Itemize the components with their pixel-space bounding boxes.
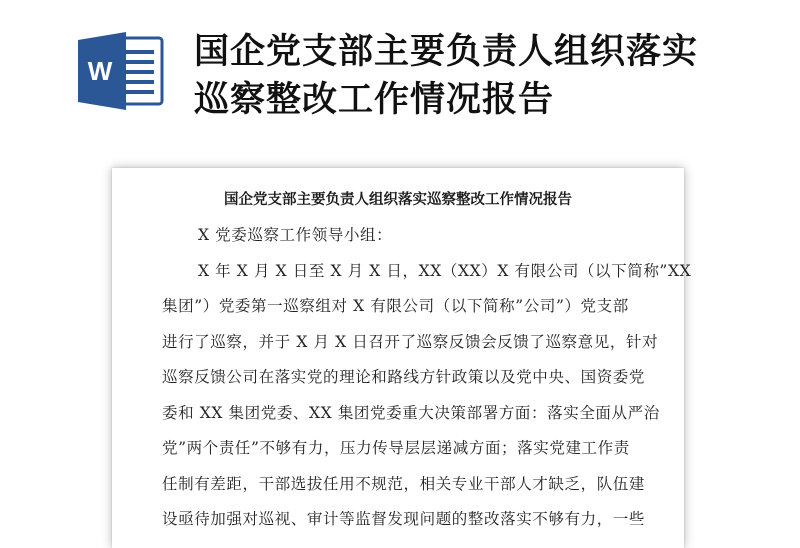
page-title	[194, 28, 784, 124]
document-line: X 年 X 月 X 日至 X 月 X 日，XX（XX）X 有限公司（以下简称”XX	[198, 261, 692, 280]
document-line: 任制有差距，干部选拔任用不规范，相关专业干部人才缺乏，队伍建	[162, 474, 646, 493]
word-icon-letter: W	[87, 56, 113, 86]
document-line: 党”两个责任”不够有力，压力传导层层递减方面；落实党建工作责	[162, 439, 630, 457]
page-title-line-2: 巡察整改工作情况报告	[194, 80, 555, 120]
document-line: 进行了巡察，并于 X 月 X 日召开了巡察反馈会反馈了巡察意见，针对	[162, 332, 659, 351]
document-line: 集团”）党委第一巡察组对 X 有限公司（以下简称”公司”）党支部	[162, 297, 629, 315]
document-line: X 党委巡察工作领导小组：	[198, 226, 393, 244]
document-line: 委和 XX 集团党委、XX 集团党委重大决策部署方面：落实全面从严治	[162, 403, 660, 422]
document-page	[112, 168, 692, 548]
page-title-line-1: 国企党支部主要负责人组织落实	[194, 32, 699, 72]
document-title: 国企党支部主要负责人组织落实巡察整改工作情况报告	[224, 191, 572, 208]
word-icon	[76, 30, 164, 112]
document-body	[162, 218, 692, 538]
document-line: 设亟待加强对巡视、审计等监督发现问题的整改落实不够有力，一些	[162, 510, 646, 528]
header	[0, 0, 800, 150]
document-line: 巡察反馈公司在落实党的理论和路线方针政策以及党中央、国资委党	[162, 368, 646, 386]
